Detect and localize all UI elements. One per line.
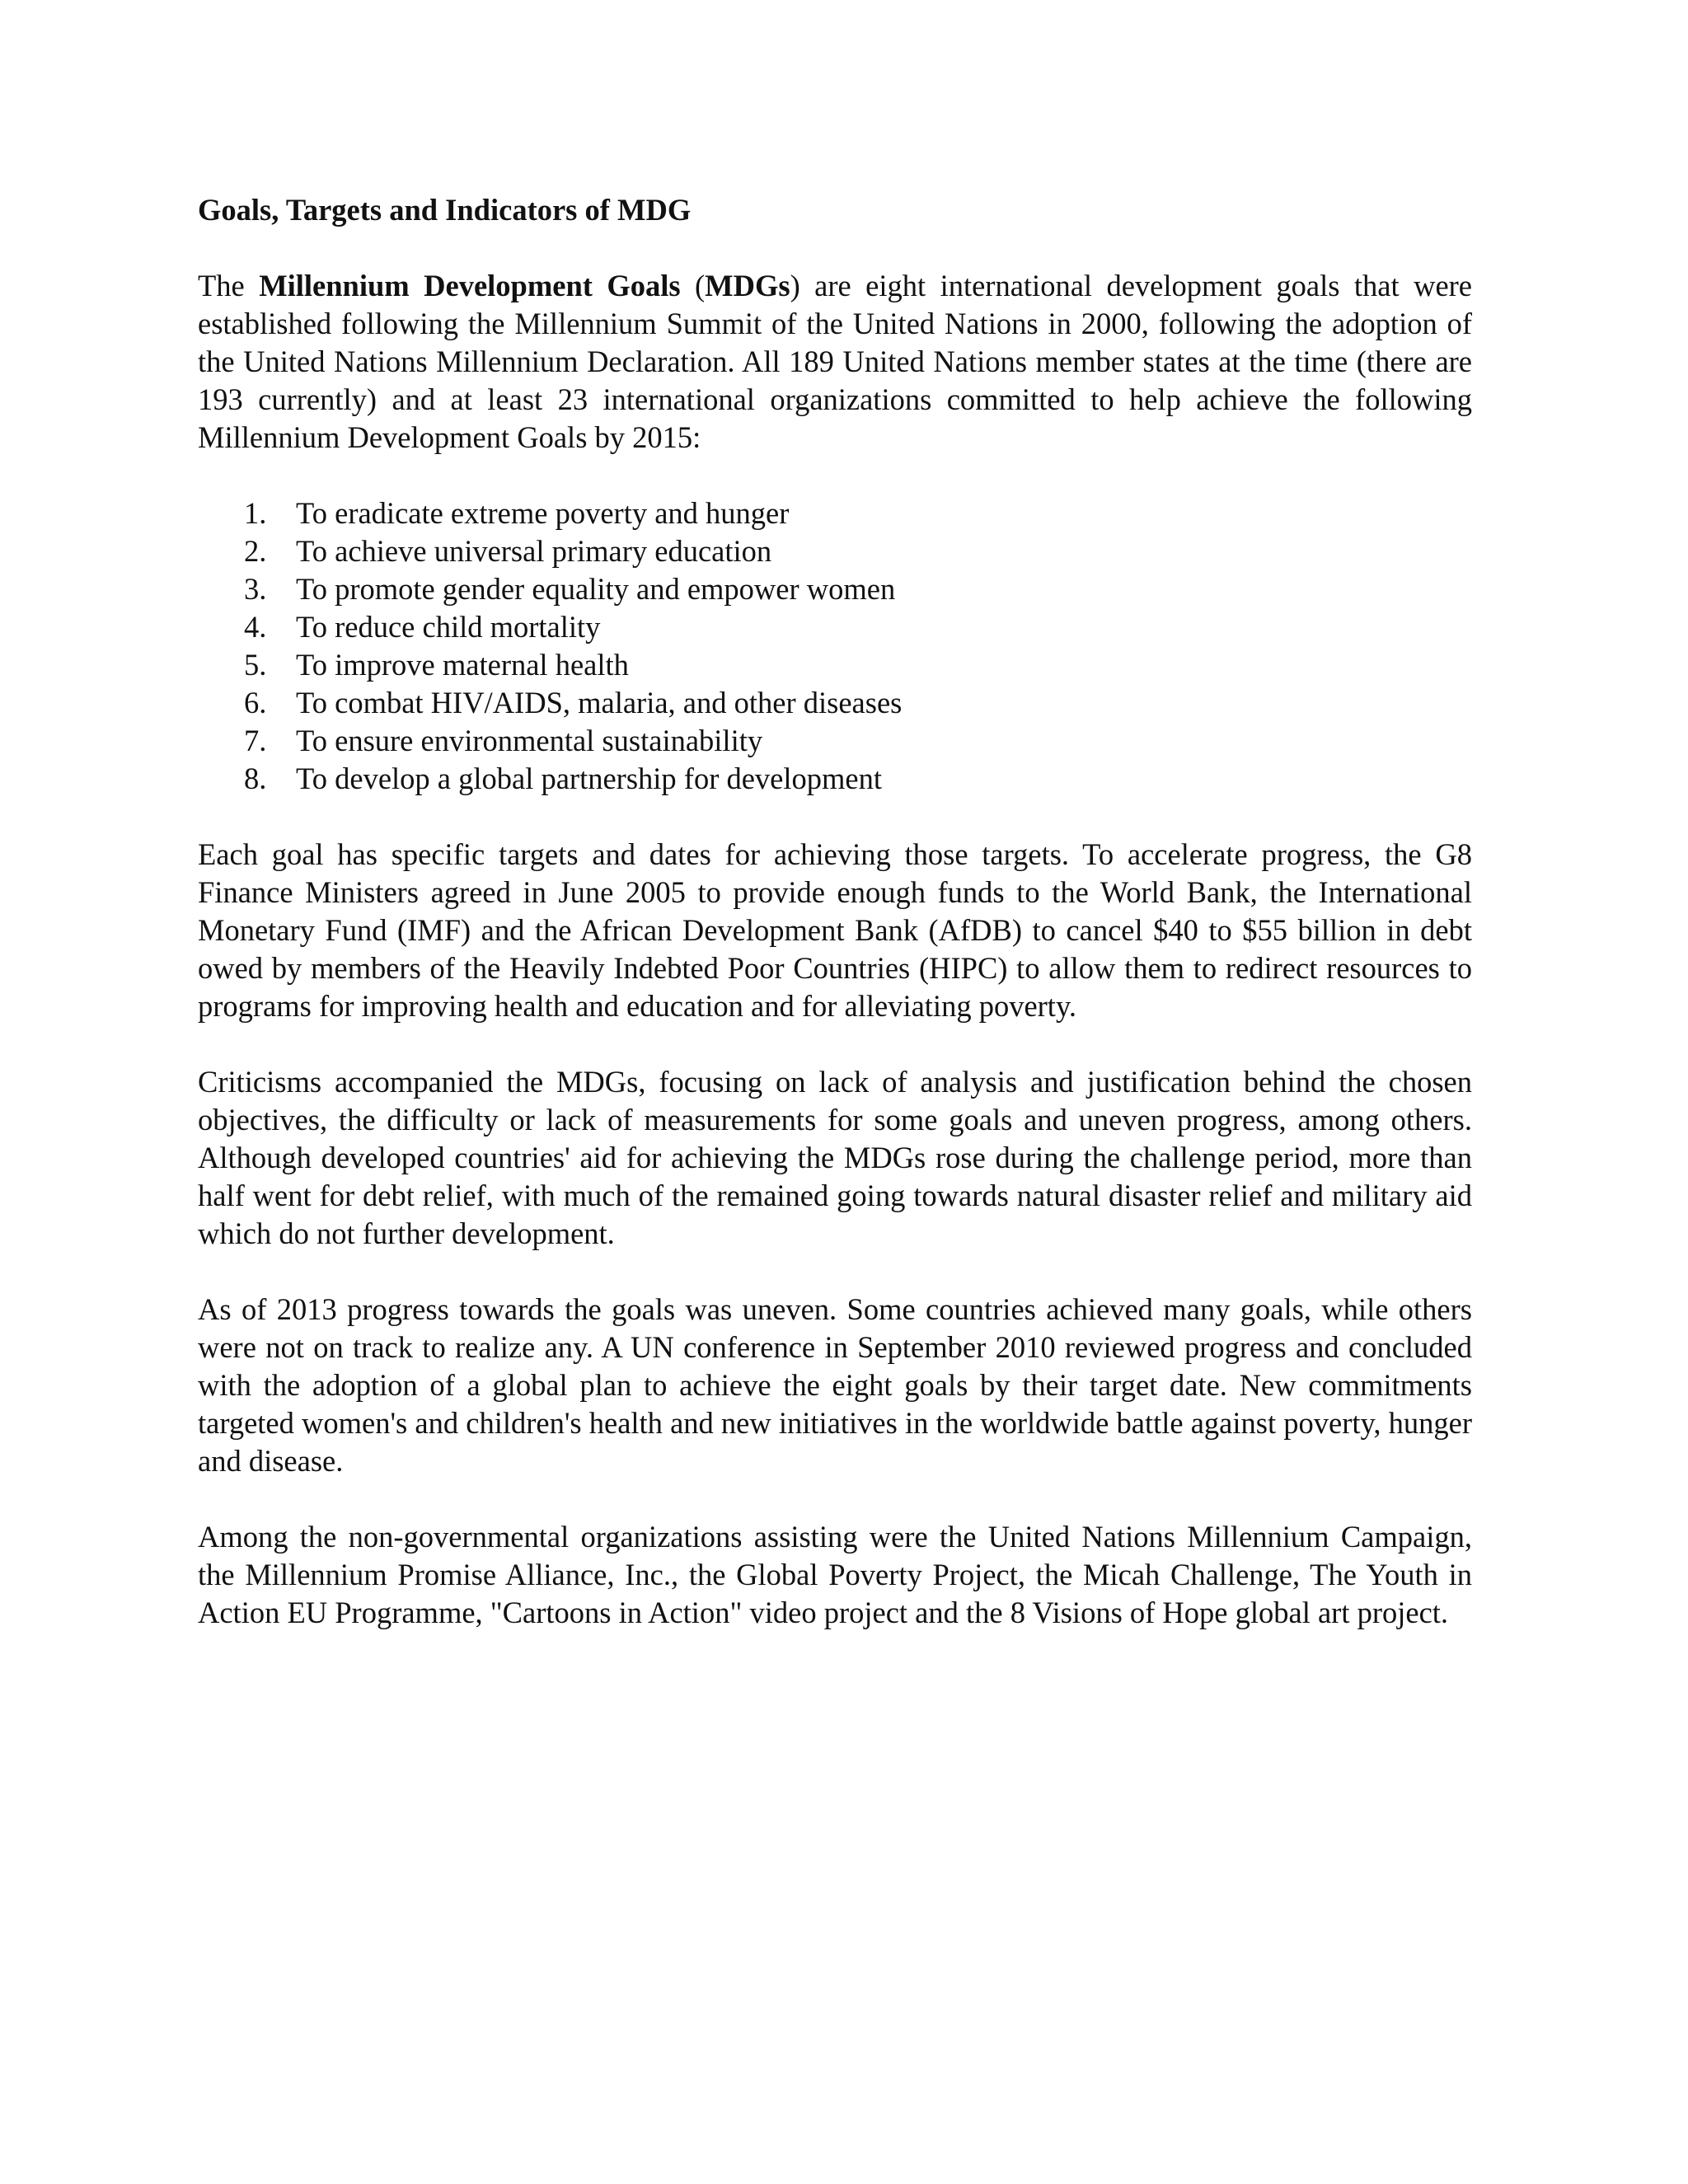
goal-text: To ensure environmental sustainability [296,724,763,757]
goal-number: 5. [244,648,267,682]
goal-number: 1. [244,496,267,530]
goal-text: To reduce child mortality [296,610,601,644]
document-page [198,191,1472,1632]
goal-number: 2. [244,534,267,568]
intro-abbr: MDGs [705,269,790,302]
intro-rest: ) are eight international development goals that were established following the Millennium Summit of the United Nations in 2000, following the adoption of the United Nations Millennium Declaration. All 189 United Nations member states at the time (there are 193 currently) and at least 23 international organizations committed to help achieve the following Millennium Development Goals by 2015: [198,269,1473,454]
intro-paragraph [198,267,1472,457]
intro-term: Millennium Development Goals [259,269,681,302]
goal-number: 4. [244,610,267,644]
goal-number: 6. [244,686,267,719]
goal-number: 7. [244,724,267,757]
goals-list [198,494,1472,798]
goal-number: 3. [244,572,267,606]
paragraph-targets: Each goal has specific targets and dates for achieving those targets. To accelerate progress, the G8 Finance Ministers agreed in June 2005 to provide enough funds to the World Bank, the International Monetary Fund (IMF) and the African Development Bank (AfDB) to cancel $40 to $55 billion in debt owed by members of the Heavily Indebted Poor Countries (HIPC) to allow them to redirect resources to programs for improving health and education and for alleviating poverty. [198,837,1472,1023]
list-item [198,532,1472,570]
intro-paren-open: ( [680,269,706,302]
list-item [198,494,1472,532]
paragraph-progress: As of 2013 progress towards the goals was uneven. Some countries achieved many goals, while others were not on track to realize any. A UN conference in September 2010 reviewed progress and concluded with the adoption of a global plan to achieve the eight goals by their target date. New commitments targeted women's and children's health and new initiatives in the worldwide battle against poverty, hunger and disease. [198,1292,1472,1478]
list-item [198,570,1472,608]
intro-lead: The [198,269,260,302]
list-item [198,608,1472,646]
list-item [198,722,1472,760]
goal-text: To achieve universal primary education [296,534,772,568]
goal-text: To promote gender equality and empower women [296,572,896,606]
goal-text: To combat HIV/AIDS, malaria, and other diseases [296,686,903,719]
goal-text: To improve maternal health [296,648,629,682]
goal-text: To eradicate extreme poverty and hunger [296,496,790,530]
paragraph-ngos: Among the non-governmental organizations assisting were the United Nations Millennium Campaign, the Millennium Promise Alliance, Inc., the Global Poverty Project, the Micah Challenge, The Youth in Action EU Programme, "Cartoons in Action" video project and the 8 Visions of Hope global art project. [198,1520,1472,1629]
goal-text: To develop a global partnership for development [296,762,883,795]
list-item [198,646,1472,684]
paragraph-criticisms: Criticisms accompanied the MDGs, focusing on lack of analysis and justification behind the chosen objectives, the difficulty or lack of measurements for some goals and uneven progress, among others. Although developed countries' aid for achieving the MDGs rose during the challenge period, more than half went for debt relief, with much of the remained going towards natural disaster relief and military aid which do not further development. [198,1065,1472,1250]
goal-number: 8. [244,762,267,795]
list-item [198,684,1472,722]
list-item [198,760,1472,798]
document-title: Goals, Targets and Indicators of MDG [198,193,692,227]
